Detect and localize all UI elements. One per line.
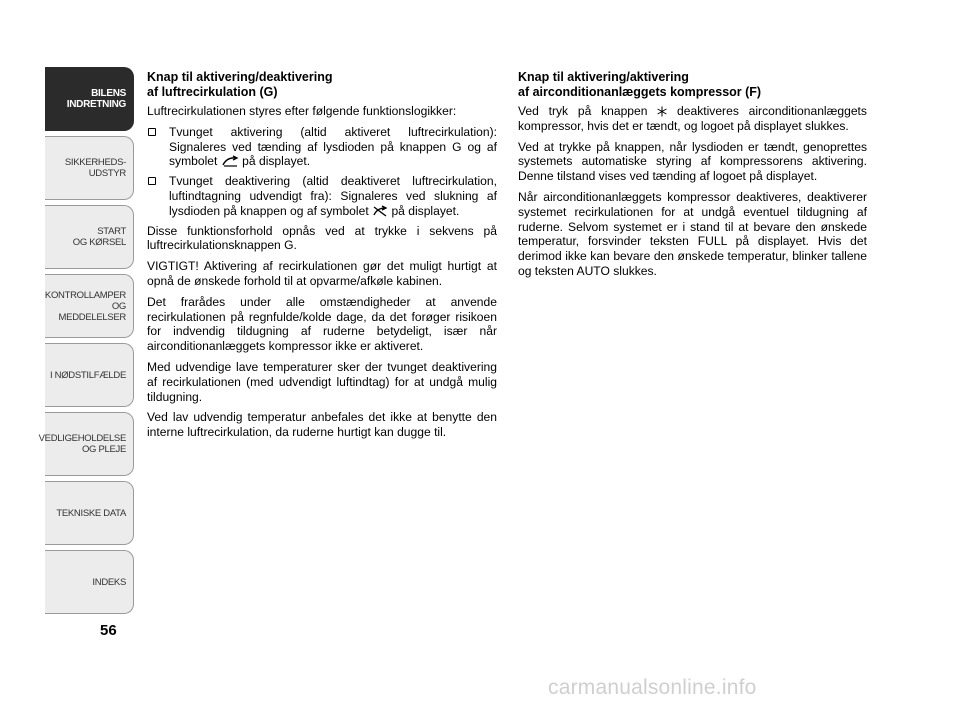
paragraph: Det frarådes under alle omstændigheder at anvende recirkulationen på regnfulde/kolde dage, da det forøger risikoen for indvendig tildugning af ruderne betydeligt, især når airconditionanlæggets kompressor ikke er aktiveret. [147, 294, 497, 354]
watermark: carmanualsonline.info [548, 676, 757, 699]
tab-label: I NØDSTILFÆLDE [49, 369, 126, 381]
tab-label: INDEKS [92, 576, 126, 588]
paragraph: Ved lav udvendig temperatur anbefales det ikke at benytte den interne luftrecirkulation, da ruderne hurtigt kan dugge til. [147, 410, 497, 440]
heading-line-2: af airconditionanlæggets kompressor (F) [518, 84, 762, 99]
list-item [147, 174, 497, 218]
paragraph: VIGTIGT! Aktivering af recirkulationen gør det muligt hurtigt at opnå de ønskede forhold til at opvarme/afkøle kabinen. [147, 259, 497, 288]
checkbox-bullet-icon [148, 128, 156, 136]
heading-line-2: af luftrecirkulation (G) [147, 84, 278, 99]
left-column [147, 70, 497, 446]
tab-label: KONTROLLAMPER OG MEDDELELSER [44, 289, 126, 323]
tab-start-og-korsel[interactable] [45, 205, 134, 269]
section-heading [147, 70, 497, 99]
right-column [518, 70, 867, 285]
tab-label: BILENS INDRETNING [66, 88, 126, 110]
checkbox-bullet-icon [148, 177, 156, 185]
paragraph [518, 104, 867, 134]
tab-bilens-indretning[interactable] [45, 67, 134, 131]
tab-label: START OG KØRSEL [72, 226, 126, 248]
tab-label: SIKKERHEDS- UDSTYR [64, 157, 126, 179]
bullet-list [147, 125, 497, 219]
tab-sikkerhedsudstyr[interactable] [45, 136, 134, 200]
heading-line-1: Knap til aktivering/aktivering [518, 70, 689, 84]
tab-vedligeholdelse[interactable] [38, 412, 134, 476]
tab-kontrollamper[interactable] [45, 274, 134, 338]
bullet-text: Tvunget aktivering (altid aktiveret luftrecirkulation): Signaleres ved tænding af lysdioden på knappen G og af symbolet [169, 124, 497, 169]
bullet-text-end: på displayet. [242, 154, 311, 169]
intro-text: Luftrecirkulationen styres efter følgende funktionslogikker: [147, 104, 457, 118]
paragraph: Disse funktionsforhold opnås ved at trykke i sekvens på luftrecirkulationsknappen G. [147, 223, 497, 253]
tab-indeks[interactable] [45, 550, 134, 614]
bullet-text: Tvunget deaktivering (altid deaktiveret luftrecirkulation, luftindtagning udvendigt fra): Signaleres ved slukning af lysdioden på knappen og af symbolet [169, 174, 497, 218]
recirculation-off-icon [372, 205, 388, 217]
paragraph: Ved at trykke på knappen, når lysdioden er tændt, genoprettes systemets automatiske styring af kompressorens aktivering. Denne tilstand vises ved tænding af logoet på displayet. [518, 139, 867, 184]
recirculation-icon [221, 155, 239, 167]
heading-line-1: Knap til aktivering/deaktivering [147, 70, 333, 84]
tab-tekniske-data[interactable] [45, 481, 134, 545]
snowflake-icon [657, 106, 667, 117]
paragraph-end: deaktiveres airconditionanlæggets kompressor, hvis det er tændt, og logoet på displayet slukkes. [518, 104, 867, 133]
section-heading [518, 70, 867, 99]
page-number: 56 [100, 622, 117, 639]
list-item [147, 125, 497, 169]
paragraph: Når airconditionanlæggets kompressor deaktiveres, deaktiverer systemet recirkulationen for at undgå eventuel tildugning af ruderne. Selvom systemet er i stand til at bevare den ønskede temperatur, forsvinder teksten FULL på displayet. Hvis det derimod ikke kan bevare den ønskede temperatur, blinker tallene og teksten AUTO slukkes. [518, 189, 867, 278]
bullet-text-end: på displayet. [391, 203, 460, 218]
tab-label: VEDLIGEHOLDELSE OG PLEJE [38, 433, 126, 455]
paragraph-start: Ved tryk på knappen [518, 104, 648, 118]
tab-label: TEKNISKE DATA [56, 507, 126, 519]
paragraph: Med udvendige lave temperaturer sker der tvunget deaktivering af recirkulationen (med udvendigt luftindtag) for at undgå mulig tildugning. [147, 359, 497, 404]
tab-i-nodstilfaelde[interactable] [45, 343, 134, 407]
